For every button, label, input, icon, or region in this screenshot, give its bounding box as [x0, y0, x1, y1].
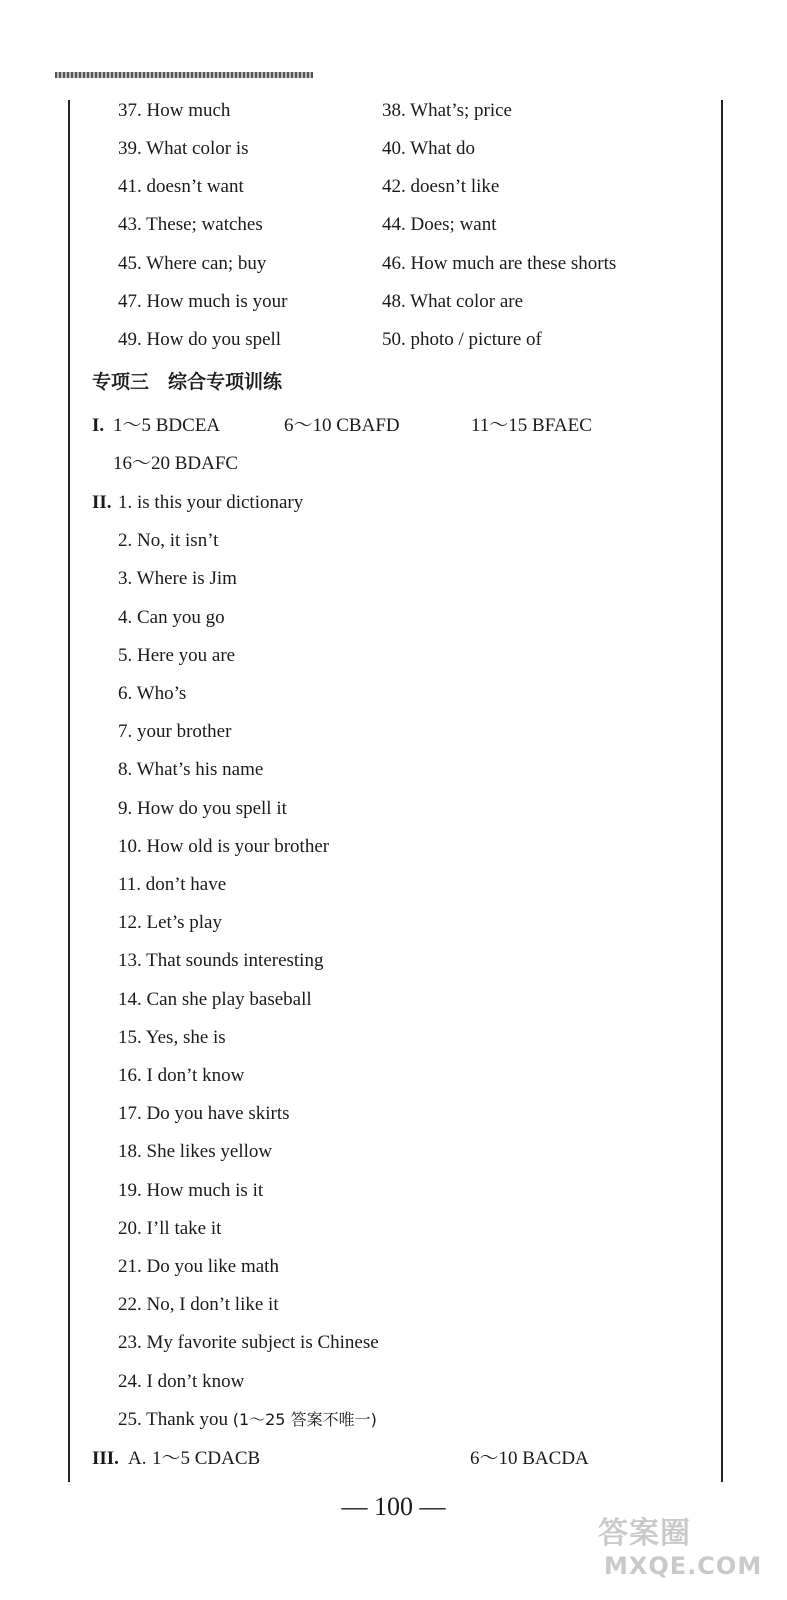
list-item: 13. That sounds interesting	[118, 950, 324, 972]
list-item: 11. don’t have	[118, 874, 227, 895]
watermark-chinese: 答案圈	[598, 1516, 691, 1551]
left-border-line	[68, 100, 70, 1482]
list-item: 7. your brother	[118, 721, 232, 743]
list-item: 21. Do you like math	[118, 1256, 279, 1277]
list-item: 10. How old is your brother	[118, 835, 330, 857]
part-three-label: A.	[128, 1448, 147, 1469]
part-one-numeral: I.	[92, 415, 105, 436]
answer-group: 1～5 BDCEA	[113, 415, 221, 436]
list-item	[118, 1408, 377, 1432]
answer-item: 45. Where can; buy	[118, 253, 267, 274]
list-item: 18. She likes yellow	[118, 1141, 273, 1163]
list-item: 19. How much is it	[118, 1179, 264, 1201]
answer-group: 11～15 BFAEC	[471, 415, 592, 436]
watermark	[596, 1508, 786, 1588]
part-three-numeral: III.	[92, 1448, 119, 1469]
answer-item: 43. These; watches	[118, 214, 263, 235]
right-border-line	[721, 100, 723, 1482]
top-decorative-rule	[55, 72, 313, 78]
answer-item: 44. Does; want	[382, 214, 497, 235]
list-item: 9. How do you spell it	[118, 797, 287, 819]
last-item-text: 25. Thank you	[118, 1409, 228, 1430]
list-item: 16. I don’t know	[118, 1065, 245, 1086]
answer-group: 6～10 CBAFD	[284, 415, 400, 436]
list-item: 1. is this your dictionary	[118, 492, 304, 513]
answer-item: 42. doesn’t like	[382, 176, 500, 197]
answer-item: 40. What do	[382, 138, 476, 159]
list-item: 6. Who’s	[118, 683, 187, 704]
list-item: 23. My favorite subject is Chinese	[118, 1332, 379, 1354]
answer-item: 50. photo / picture of	[382, 329, 542, 350]
list-item: 22. No, I don’t like it	[118, 1294, 279, 1316]
list-item: 2. No, it isn’t	[118, 530, 219, 552]
page-number: — 100 —	[341, 1492, 446, 1521]
list-item: 17. Do you have skirts	[118, 1103, 290, 1125]
answer-item: 39. What color is	[118, 138, 249, 159]
answer-item: 38. What’s; price	[382, 100, 512, 121]
answer-item: 37. How much	[118, 100, 231, 121]
answer-group: 1～5 CDACB	[152, 1448, 261, 1469]
answer-item: 41. doesn’t want	[118, 176, 244, 197]
list-item: 8. What’s his name	[118, 759, 264, 781]
answer-group: 6～10 BACDA	[470, 1448, 589, 1469]
list-item: 4. Can you go	[118, 606, 225, 628]
list-item: 14. Can she play baseball	[118, 988, 312, 1010]
answer-item: 46. How much are these shorts	[382, 253, 617, 274]
list-item: 3. Where is Jim	[118, 568, 237, 590]
list-item: 24. I don’t know	[118, 1370, 245, 1392]
section-heading: 专项三 综合专项训练	[92, 371, 283, 393]
watermark-site: MXQE.COM	[604, 1552, 763, 1580]
answer-item: 49. How do you spell	[118, 329, 282, 350]
list-item: 20. I’ll take it	[118, 1217, 222, 1239]
list-item: 12. Let’s play	[118, 912, 222, 934]
list-item: 15. Yes, she is	[118, 1026, 226, 1048]
last-item-note: (1～25 答案不唯一)	[232, 1410, 377, 1429]
list-item: 5. Here you are	[118, 644, 236, 666]
part-two-numeral: II.	[92, 492, 112, 513]
answer-item: 47. How much is your	[118, 291, 288, 312]
answer-group: 16～20 BDAFC	[113, 453, 239, 474]
answer-item: 48. What color are	[382, 291, 524, 312]
